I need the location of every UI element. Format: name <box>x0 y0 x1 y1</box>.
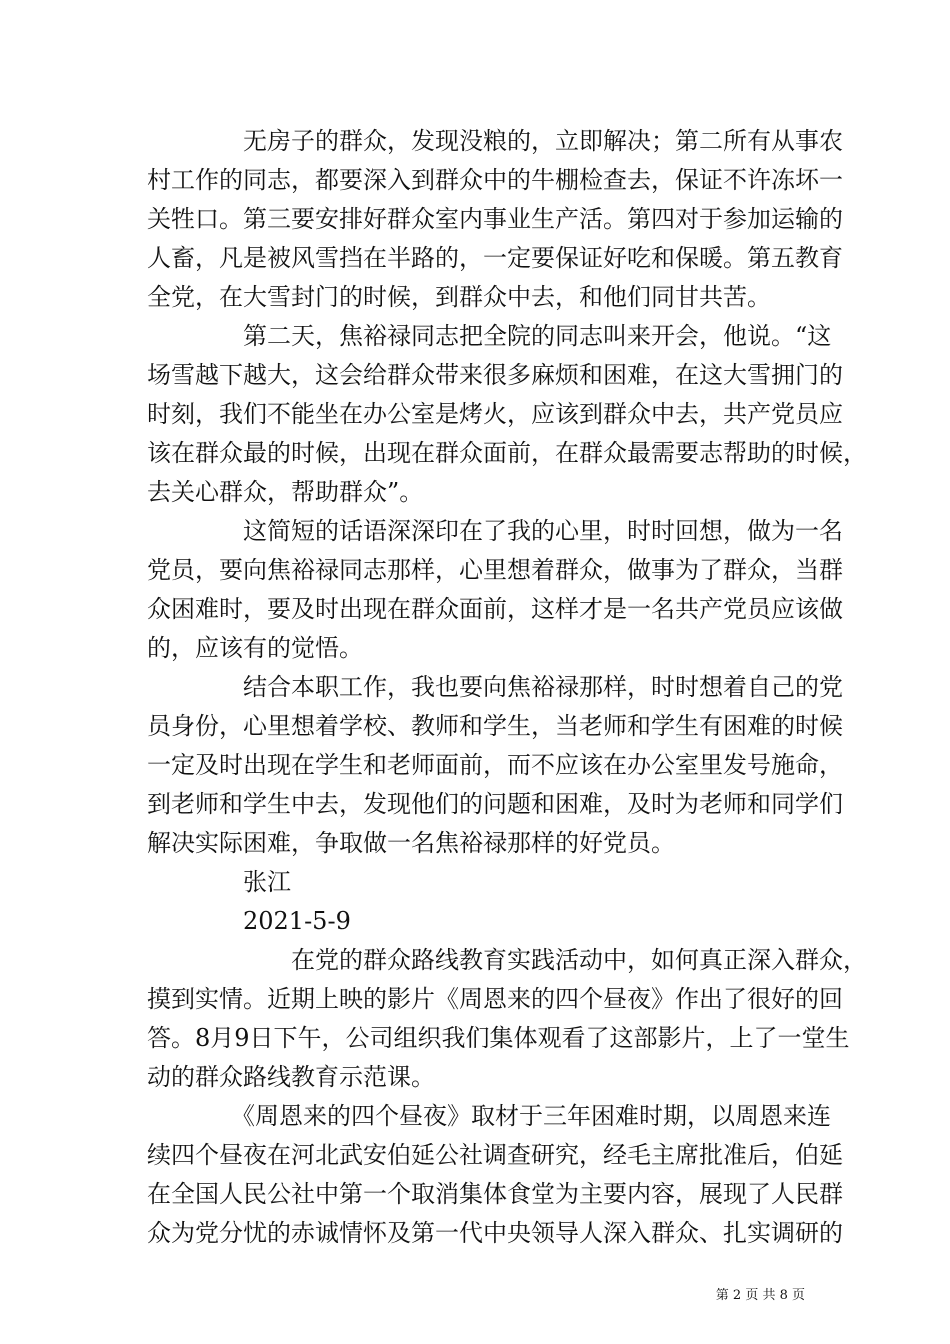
date-line: 2021-5-9 <box>147 907 351 935</box>
text-line: 时刻，我们不能坐在办公室是烤火，应该到群众中去，共产党员应 <box>147 400 843 428</box>
text-line: 党员，要向焦裕禄同志那样，心里想着群众，做事为了群众，当群 <box>147 556 843 584</box>
text-line: 去关心群众，帮助群众”。 <box>147 478 424 506</box>
text-line: 村工作的同志，都要深入到群众中的牛棚检查去，保证不许冻坏一 <box>147 166 843 194</box>
text-line: 场雪越下越大，这会给群众带来很多麻烦和困难，在这大雪拥门的 <box>147 361 843 389</box>
author-name: 张江 <box>147 868 291 896</box>
text-line: 在全国人民公社中第一个取消集体食堂为主要内容，展现了人民群 <box>147 1180 843 1208</box>
text-line: 这简短的话语深深印在了我的心里，时时回想，做为一名 <box>147 517 843 545</box>
text-line: 众困难时，要及时出现在群众面前，这样才是一名共产党员应该做 <box>147 595 843 623</box>
text-line: 无房子的群众，发现没粮的，立即解决；第二所有从事农 <box>147 127 843 155</box>
text-line: 摸到实情。近期上映的影片《周恩来的四个昼夜》作出了很好的回 <box>147 985 843 1013</box>
text-line: 一定及时出现在学生和老师面前，而不应该在办公室里发号施命， <box>147 751 843 779</box>
text-line: 答。8月9日下午，公司组织我们集体观看了这部影片，上了一堂生 <box>147 1024 850 1052</box>
text-line: 全党，在大雪封门的时候，到群众中去，和他们同甘共苦。 <box>147 283 771 311</box>
text-line: 到老师和学生中去，发现他们的问题和困难，及时为老师和同学们 <box>147 790 843 818</box>
text-line: 该在群众最的时候，出现在群众面前，在群众最需要志帮助的时候， <box>147 439 867 467</box>
text-line: 第二天，焦裕禄同志把全院的同志叫来开会，他说。“这 <box>147 322 832 350</box>
text-line: 员身份，心里想着学校、教师和学生，当老师和学生有困难的时候 <box>147 712 843 740</box>
page-number: 第 2 页 共 8 页 <box>715 1288 805 1303</box>
text-line: 关牲口。第三要安排好群众室内事业生产活。第四对于参加运输的 <box>147 205 843 233</box>
text-line: 续四个昼夜在河北武安伯延公社调查研究，经毛主席批准后，伯延 <box>147 1141 843 1169</box>
text-line: 解决实际困难，争取做一名焦裕禄那样的好党员。 <box>147 829 675 857</box>
text-line: 动的群众路线教育示范课。 <box>147 1063 435 1091</box>
text-line: 众为党分忧的赤诚情怀及第一代中央领导人深入群众、扎实调研的 <box>147 1219 843 1247</box>
text-line: 人畜，凡是被风雪挡在半路的，一定要保证好吃和保暖。第五教育 <box>147 244 843 272</box>
text-line: 的，应该有的觉悟。 <box>147 634 363 662</box>
text-line: 《周恩来的四个昼夜》取材于三年困难时期，以周恩来连 <box>147 1102 831 1130</box>
text-line: 在党的群众路线教育实践活动中，如何真正深入群众， <box>147 946 867 974</box>
text-line: 结合本职工作，我也要向焦裕禄那样，时时想着自己的党 <box>147 673 843 701</box>
